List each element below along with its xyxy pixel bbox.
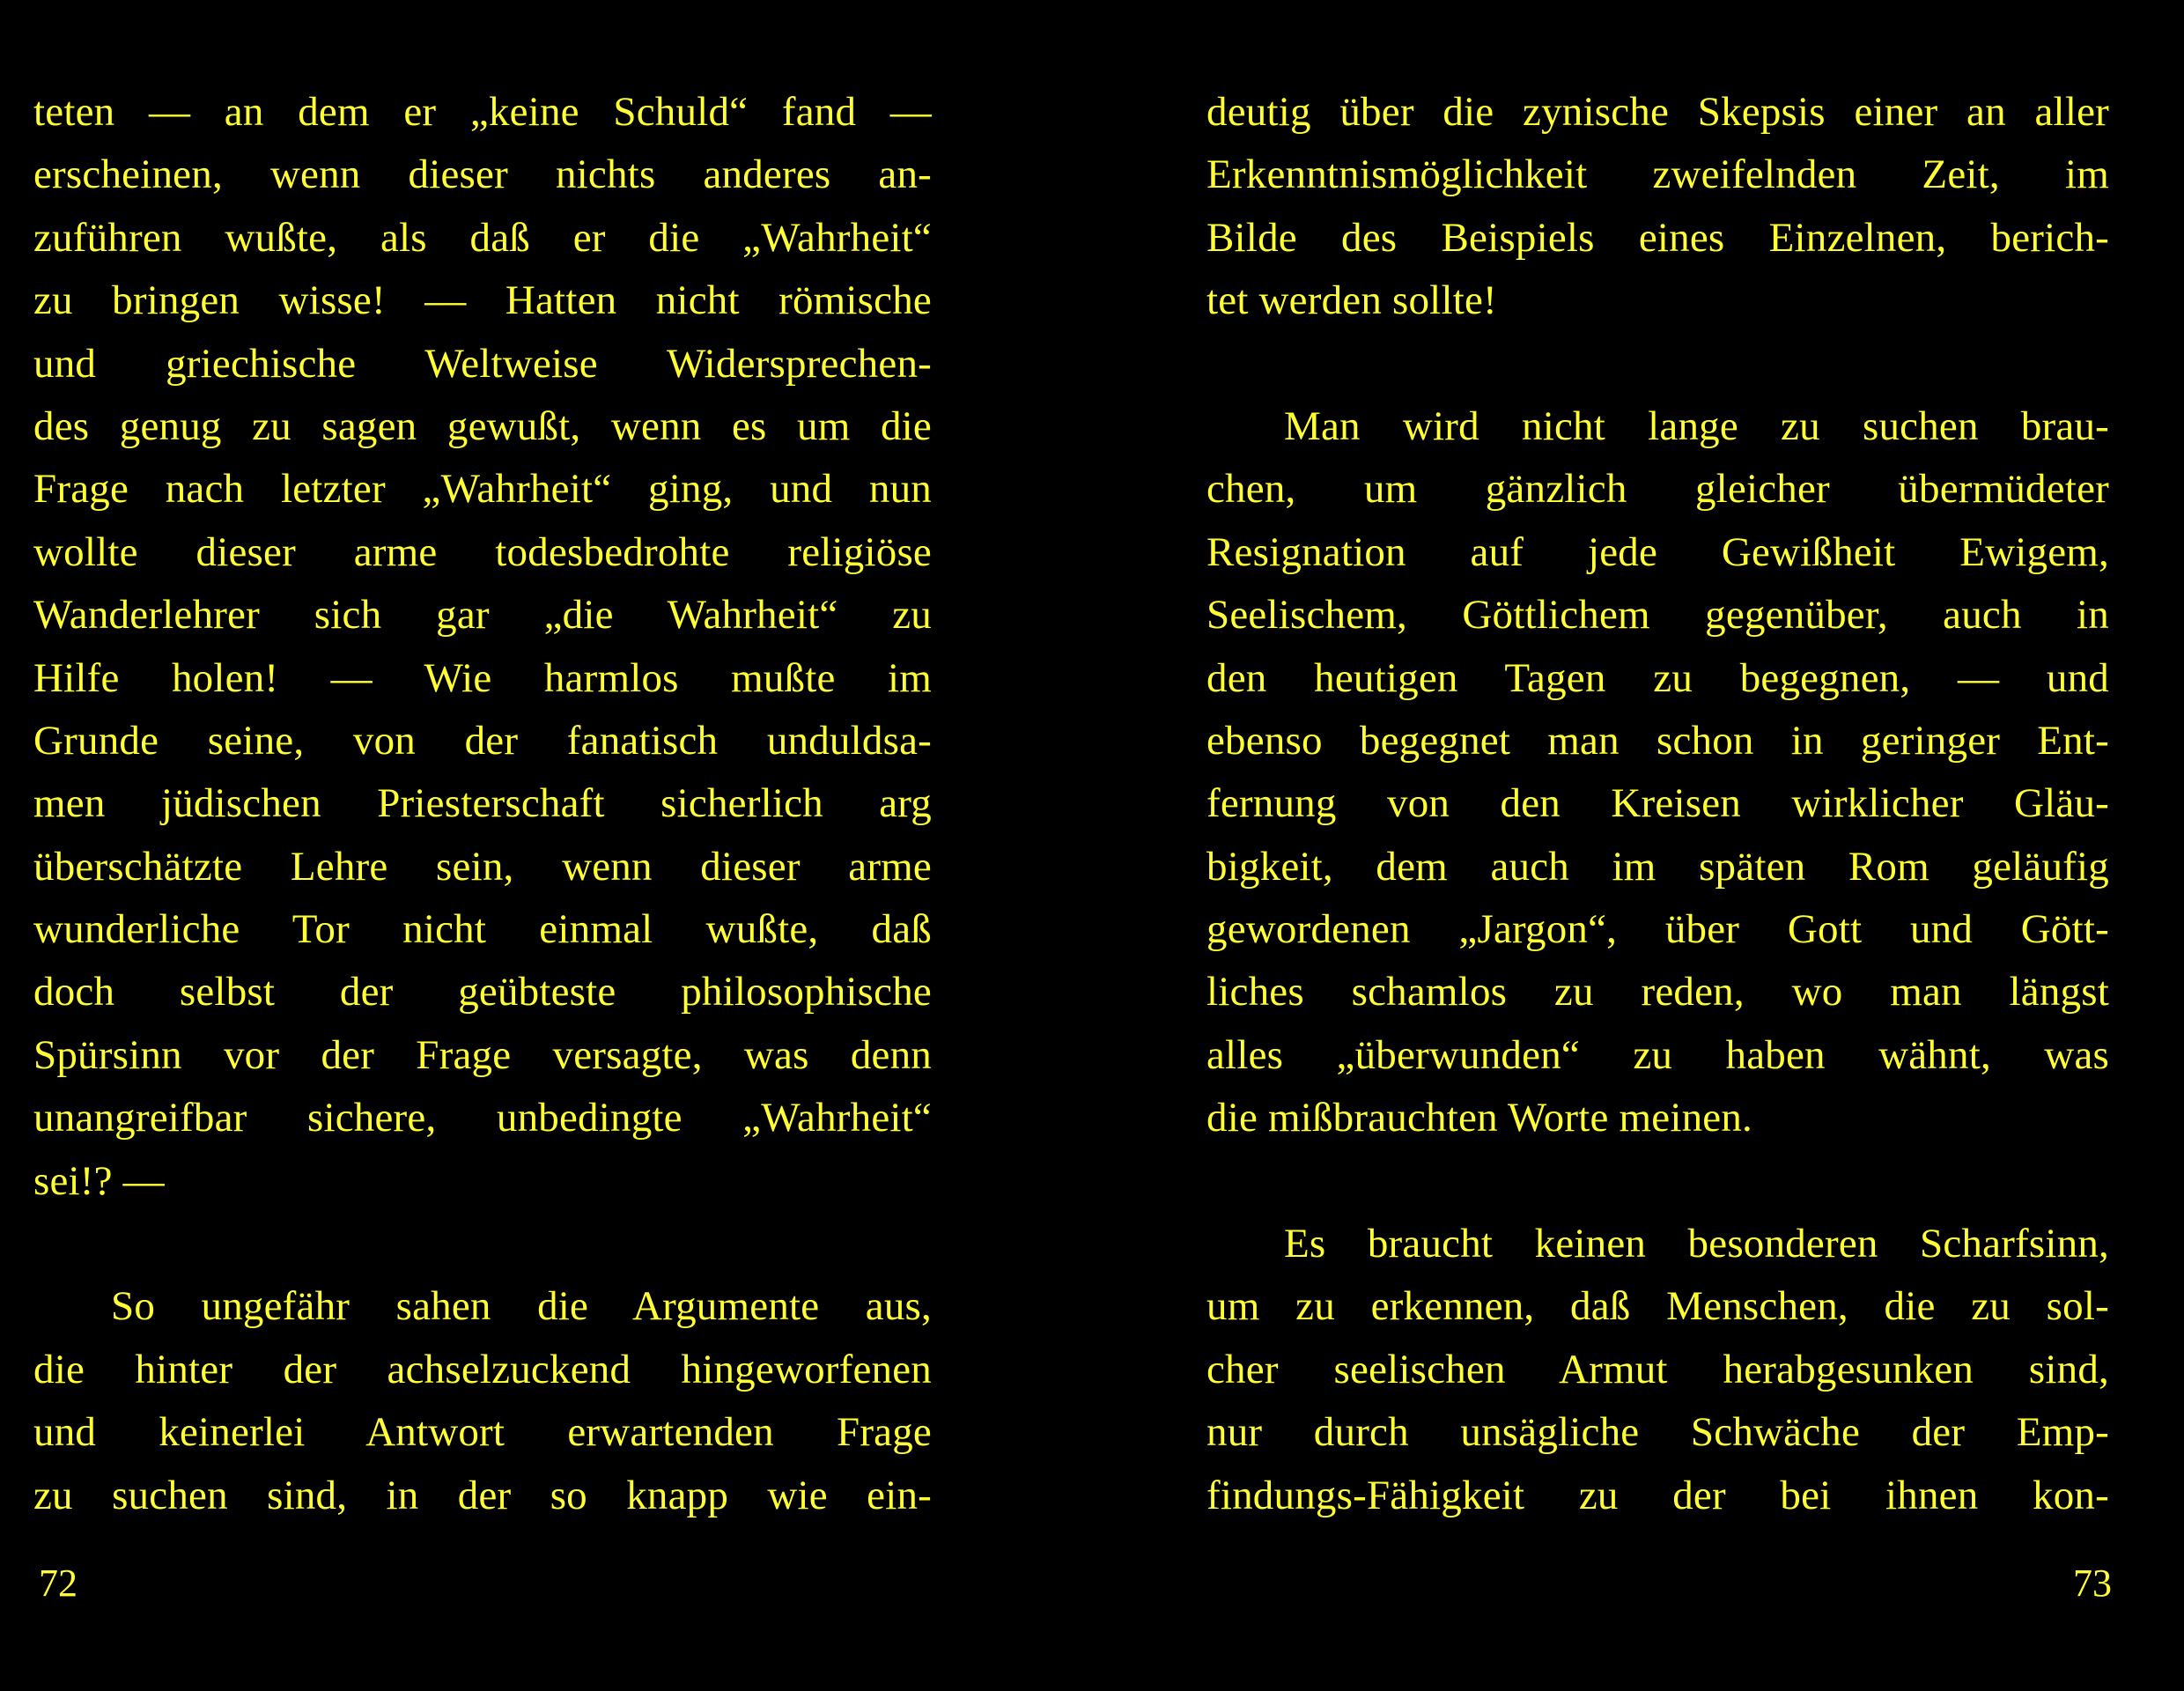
right-paragraph-1 (1206, 81, 2109, 333)
text-line: Es braucht keinen besonderen Scharfsinn, (1284, 1221, 2109, 1267)
text-line: zuführen wußte, als daß er die „Wahrheit“ (33, 214, 932, 261)
text-line: doch selbst der geübteste philosophische (33, 969, 932, 1015)
paragraph-gap (1206, 1150, 2109, 1213)
text-line: zu suchen sind, in der so knapp wie ein- (33, 1472, 932, 1518)
text-line: Man wird nicht lange zu suchen brau- (1284, 402, 2109, 449)
text-line: chen, um gänzlich gleicher übermüdeter (1206, 466, 2109, 513)
text-line: So ungefähr sahen die Argumente aus, (111, 1283, 932, 1330)
text-line: und keinerlei Antwort erwartenden Frage (33, 1409, 932, 1456)
text-line: Resignation auf jede Gewißheit Ewigem, (1206, 528, 2109, 575)
text-line: Seelischem, Göttlichem gegenüber, auch in (1206, 592, 2109, 639)
text-line: cher seelischen Armut herabgesunken sind, (1206, 1346, 2109, 1392)
text-line: Bilde des Beispiels eines Einzelnen, berich- (1206, 214, 2109, 261)
text-line: Erkenntnismöglichkeit zweifelnden Zeit, im (1206, 151, 2109, 198)
text-line: gewordenen „Jargon“, über Gott und Gött- (1206, 906, 2109, 953)
text-line: die mißbrauchten Worte meinen. (1206, 1095, 1752, 1141)
text-line: unangreifbar sichere, unbedingte „Wahrheit“ (33, 1095, 932, 1141)
left-paragraph-2 (33, 1275, 932, 1527)
text-line: wunderliche Tor nicht einmal wußte, daß (33, 906, 932, 953)
page-number-left: 72 (39, 1562, 77, 1605)
text-line: tet werden sollte! (1206, 277, 1497, 324)
text-line: die hinter der achselzuckend hingeworfenen (33, 1346, 932, 1392)
text-line: sei!? — (33, 1157, 165, 1204)
paragraph-gap (1206, 333, 2109, 395)
text-line: Spürsinn vor der Frage versagte, was denn (33, 1031, 932, 1078)
text-line: alles „überwunden“ zu haben wähnt, was (1206, 1031, 2109, 1078)
text-line: den heutigen Tagen zu begegnen, — und (1206, 654, 2109, 701)
right-paragraph-3 (1206, 1213, 2109, 1527)
left-paragraph-1 (33, 81, 932, 1213)
page-number-right: 73 (2073, 1562, 2112, 1605)
right-page (1206, 81, 2109, 1527)
text-line: Hilfe holen! — Wie harmlos mußte im (33, 654, 932, 701)
text-line: Frage nach letzter „Wahrheit“ ging, und nun (33, 466, 932, 513)
text-line: liches schamlos zu reden, wo man längst (1206, 969, 2109, 1015)
text-line: teten — an dem er „keine Schuld“ fand — (33, 89, 932, 135)
text-line: überschätzte Lehre sein, wenn dieser arme (33, 843, 932, 890)
text-line: nur durch unsägliche Schwäche der Emp- (1206, 1409, 2109, 1456)
text-line: fernung von den Kreisen wirklicher Gläu- (1206, 780, 2109, 827)
right-paragraph-2 (1206, 395, 2109, 1150)
text-line: des genug zu sagen gewußt, wenn es um die (33, 402, 932, 449)
text-line: findungs-Fähigkeit zu der bei ihnen kon- (1206, 1472, 2109, 1518)
text-line: wollte dieser arme todesbedrohte religiöse (33, 528, 932, 575)
text-line: deutig über die zynische Skepsis einer an aller (1206, 89, 2109, 135)
text-line: Grunde seine, von der fanatisch unduldsa- (33, 717, 932, 764)
text-line: zu bringen wisse! — Hatten nicht römische (33, 277, 932, 324)
text-line: ebenso begegnet man schon in geringer Ent- (1206, 717, 2109, 764)
text-line: bigkeit, dem auch im späten Rom geläufig (1206, 843, 2109, 890)
text-line: Wanderlehrer sich gar „die Wahrheit“ zu (33, 592, 932, 639)
text-line: men jüdischen Priesterschaft sicherlich arg (33, 780, 932, 827)
text-line: um zu erkennen, daß Menschen, die zu sol- (1206, 1283, 2109, 1330)
text-line: und griechische Weltweise Widersprechen- (33, 340, 932, 387)
left-page (33, 81, 932, 1527)
paragraph-gap (33, 1213, 932, 1275)
text-line: erscheinen, wenn dieser nichts anderes an- (33, 151, 932, 198)
